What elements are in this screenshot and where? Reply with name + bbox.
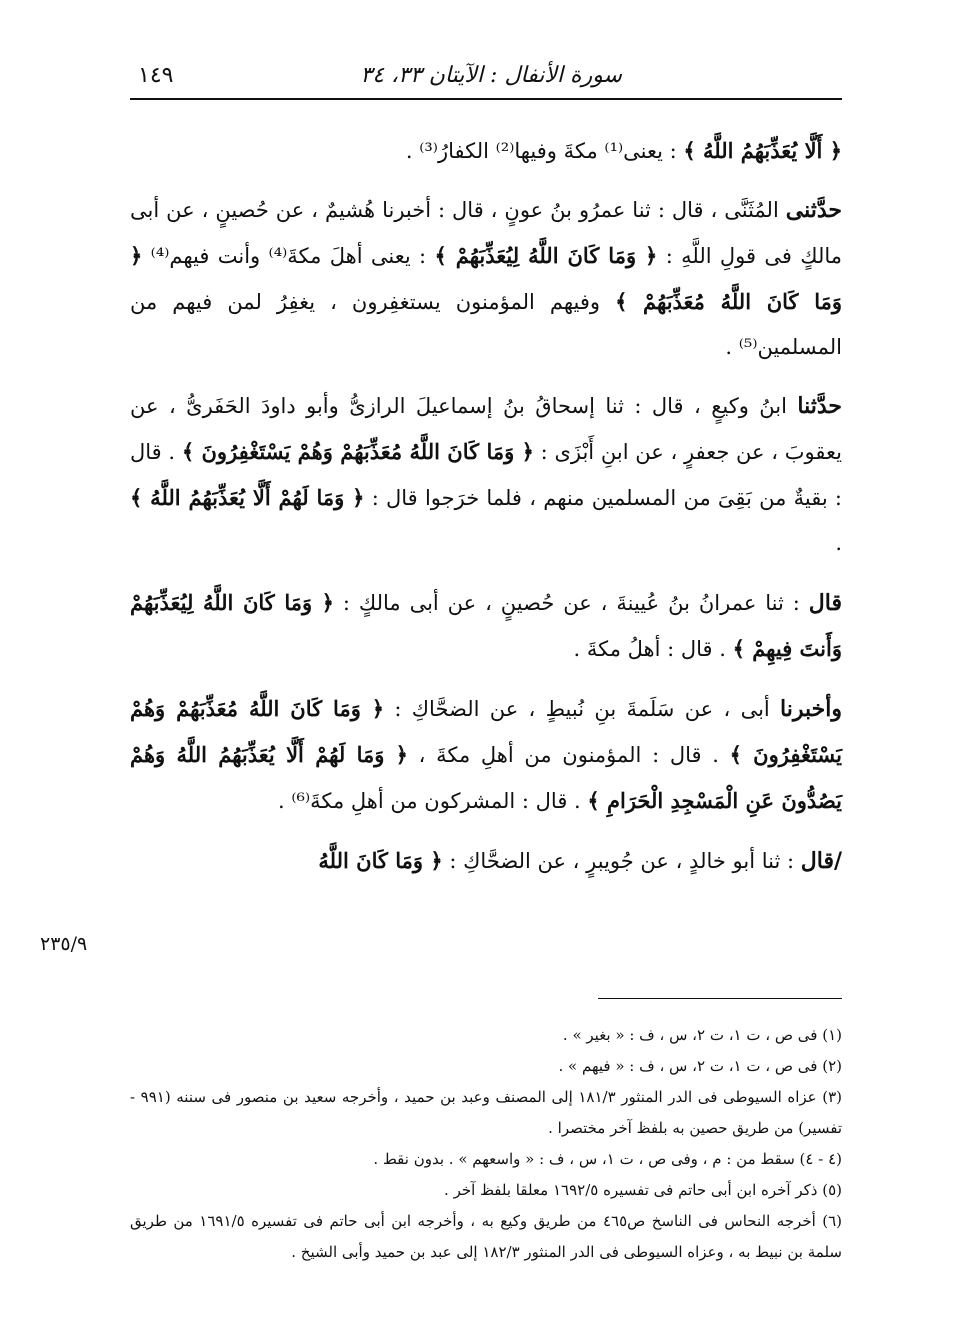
- footnote: (٦) أخرجه النحاس فى الناسخ ص٤٦٥ من طريق وكيع به ، وأخرجه ابن أبى حاتم فى تفسيره ١٦٩١/٥ من طريق سلمة بن نبيط به ، وعزاه السيوطى فى الدر المنثور ١٨٢/٣ إلى عبد بن حميد وأبى الشيخ .: [130, 1212, 842, 1261]
- quran-verse: ﴿ وَمَا كَانَ اللَّهُ مُعَذِّبَهُمْ وَهُمْ يَسْتَغْفِرُونَ ﴾: [181, 439, 534, 464]
- paragraph-text: : ثنا أبو خالدٍ ، عن جُويبرٍ ، عن الضحَّاكِ :: [442, 849, 801, 873]
- paragraph-text: . قال : المشركون من أهلِ مكةَ⁽⁶⁾ .: [278, 789, 588, 813]
- main-text: [130, 128, 842, 898]
- footnote: (١) فى ص ، ت ١، ت ٢، س ، ف : « بغير » .: [562, 1026, 842, 1044]
- quran-verse: ﴿ وَمَا كَانَ اللَّهُ مُعَذِّبَهُمْ وَهُمْ يَسْتَغْفِرُونَ ﴾: [130, 696, 843, 767]
- paragraph-3: [130, 384, 842, 566]
- quran-verse: ﴿ وَمَا كَانَ اللَّهُ: [318, 848, 443, 873]
- paragraph-6: [130, 838, 842, 884]
- paragraph-text: المُثَنَّى ، قال : ثنا عمرُو بنُ عونٍ ، قال : أخبرنا هُشيمٌ ، عن حُصينٍ ، عن أبى مالكٍ فى قولِ اللَّهِ :: [130, 198, 843, 268]
- quran-verse: ﴿ أَلَّا يُعَذِّبَهُمُ اللَّهُ ﴾: [683, 138, 842, 163]
- margin-reference: ٢٣٥/٩: [40, 933, 88, 955]
- running-title: سورة الأنفال : الآيتان ٣٣، ٣٤: [360, 62, 622, 88]
- quran-verse: ﴿ وَمَا كَانَ اللَّهُ لِيُعَذِّبَهُمْ ﴾: [434, 243, 658, 268]
- paragraph-2: [130, 188, 842, 370]
- footnote: (٢) فى ص ، ت ١، ت ٢، س ، ف : « فيهم » .: [558, 1057, 842, 1075]
- paragraph-4: [130, 580, 842, 672]
- paragraph-text: : يعنى أهلَ مكةَ⁽⁴⁾ وأنت فيهم⁽⁴⁾: [142, 244, 435, 268]
- paragraph-text: . قال : أهلُ مكةَ .: [573, 637, 733, 661]
- paragraph-1: [130, 128, 842, 174]
- paragraph-text: . قال : المؤمنون من أهلِ مكةَ ،: [407, 743, 730, 767]
- footnote: (٥) ذكر آخره ابن أبى حاتم فى تفسيره ١٦٩٢/٥ معلقا بلفظ آخر .: [444, 1181, 842, 1199]
- paragraph-text: أبى ، عن سَلَمةَ بنِ نُبيطٍ ، عن الضحَّاكِ :: [384, 697, 781, 721]
- paragraph-text: وفيهم المؤمنون يستغفِرون ، يغفِرُ لمن فيهم من المسلمين⁽⁵⁾ .: [130, 290, 842, 359]
- page-header: [130, 52, 842, 100]
- paragraph-lead: حدَّثنى: [785, 197, 842, 223]
- paragraph-text: .: [835, 531, 842, 555]
- paragraph-text: : يعنى⁽¹⁾ مكةَ وفيها⁽²⁾ الكفارُ⁽³⁾ .: [405, 139, 684, 163]
- paragraph-5: [130, 686, 842, 824]
- footnote: (٣) عزاه السيوطى فى الدر المنثور ١٨١/٣ إلى المصنف وعبد بن حميد ، وأخرجه سعيد بن منصور فى سننه (٩٩١ - تفسير) من طريق حصين به بلفظ آخر مختصرا .: [130, 1088, 842, 1137]
- quran-verse: ﴿ وَمَا كَانَ اللَّهُ لِيُعَذِّبَهُمْ وَأَنتَ فِيهِمْ ﴾: [130, 590, 842, 661]
- quran-verse: ﴿ وَمَا لَهُمْ أَلَّا يُعَذِّبَهُمُ اللَّهُ وَهُمْ يَصُدُّونَ عَنِ الْمَسْجِدِ الْحَرَامِ ﴾: [130, 742, 842, 813]
- paragraph-lead: قال: [808, 590, 843, 616]
- quran-verse: ﴿ وَمَا لَهُمْ أَلَّا يُعَذِّبَهُمُ اللَّهُ ﴾: [130, 485, 365, 510]
- paragraph-text: : ثنا عمرانُ بنُ عُيينةَ ، عن حُصينٍ ، عن أبى مالكٍ :: [333, 591, 809, 615]
- quran-verse: ﴿ وَمَا كَانَ اللَّهُ مُعَذِّبَهُمْ ﴾: [130, 243, 842, 314]
- footnote: (٤ - ٤) سقط من : م ، وفى ص ، ت ١، س ، ف : « واسعهم » . بدون نقط .: [373, 1150, 842, 1168]
- paragraph-lead: حدَّثنا: [797, 393, 842, 419]
- paragraph-lead: /قال: [800, 848, 842, 874]
- paragraph-text: ابنُ وكيعٍ ، قال : ثنا إسحاقُ بنُ إسماعيلَ الرازىُّ وأبو داودَ الحَفَرىُّ ، عن يعقوبَ ، عن جعفرٍ ، عن ابنِ أَبْزَى :: [130, 394, 842, 464]
- page-number: ١٤٩: [138, 62, 174, 88]
- paragraph-lead: وأخبرنا: [780, 696, 842, 722]
- paragraph-text: . قال : بقيةٌ من بَقِىَ من المسلمين منهم ، فلما خرَجوا قال :: [130, 440, 842, 510]
- footnote-divider: [598, 998, 842, 999]
- footnotes: [130, 1020, 842, 1268]
